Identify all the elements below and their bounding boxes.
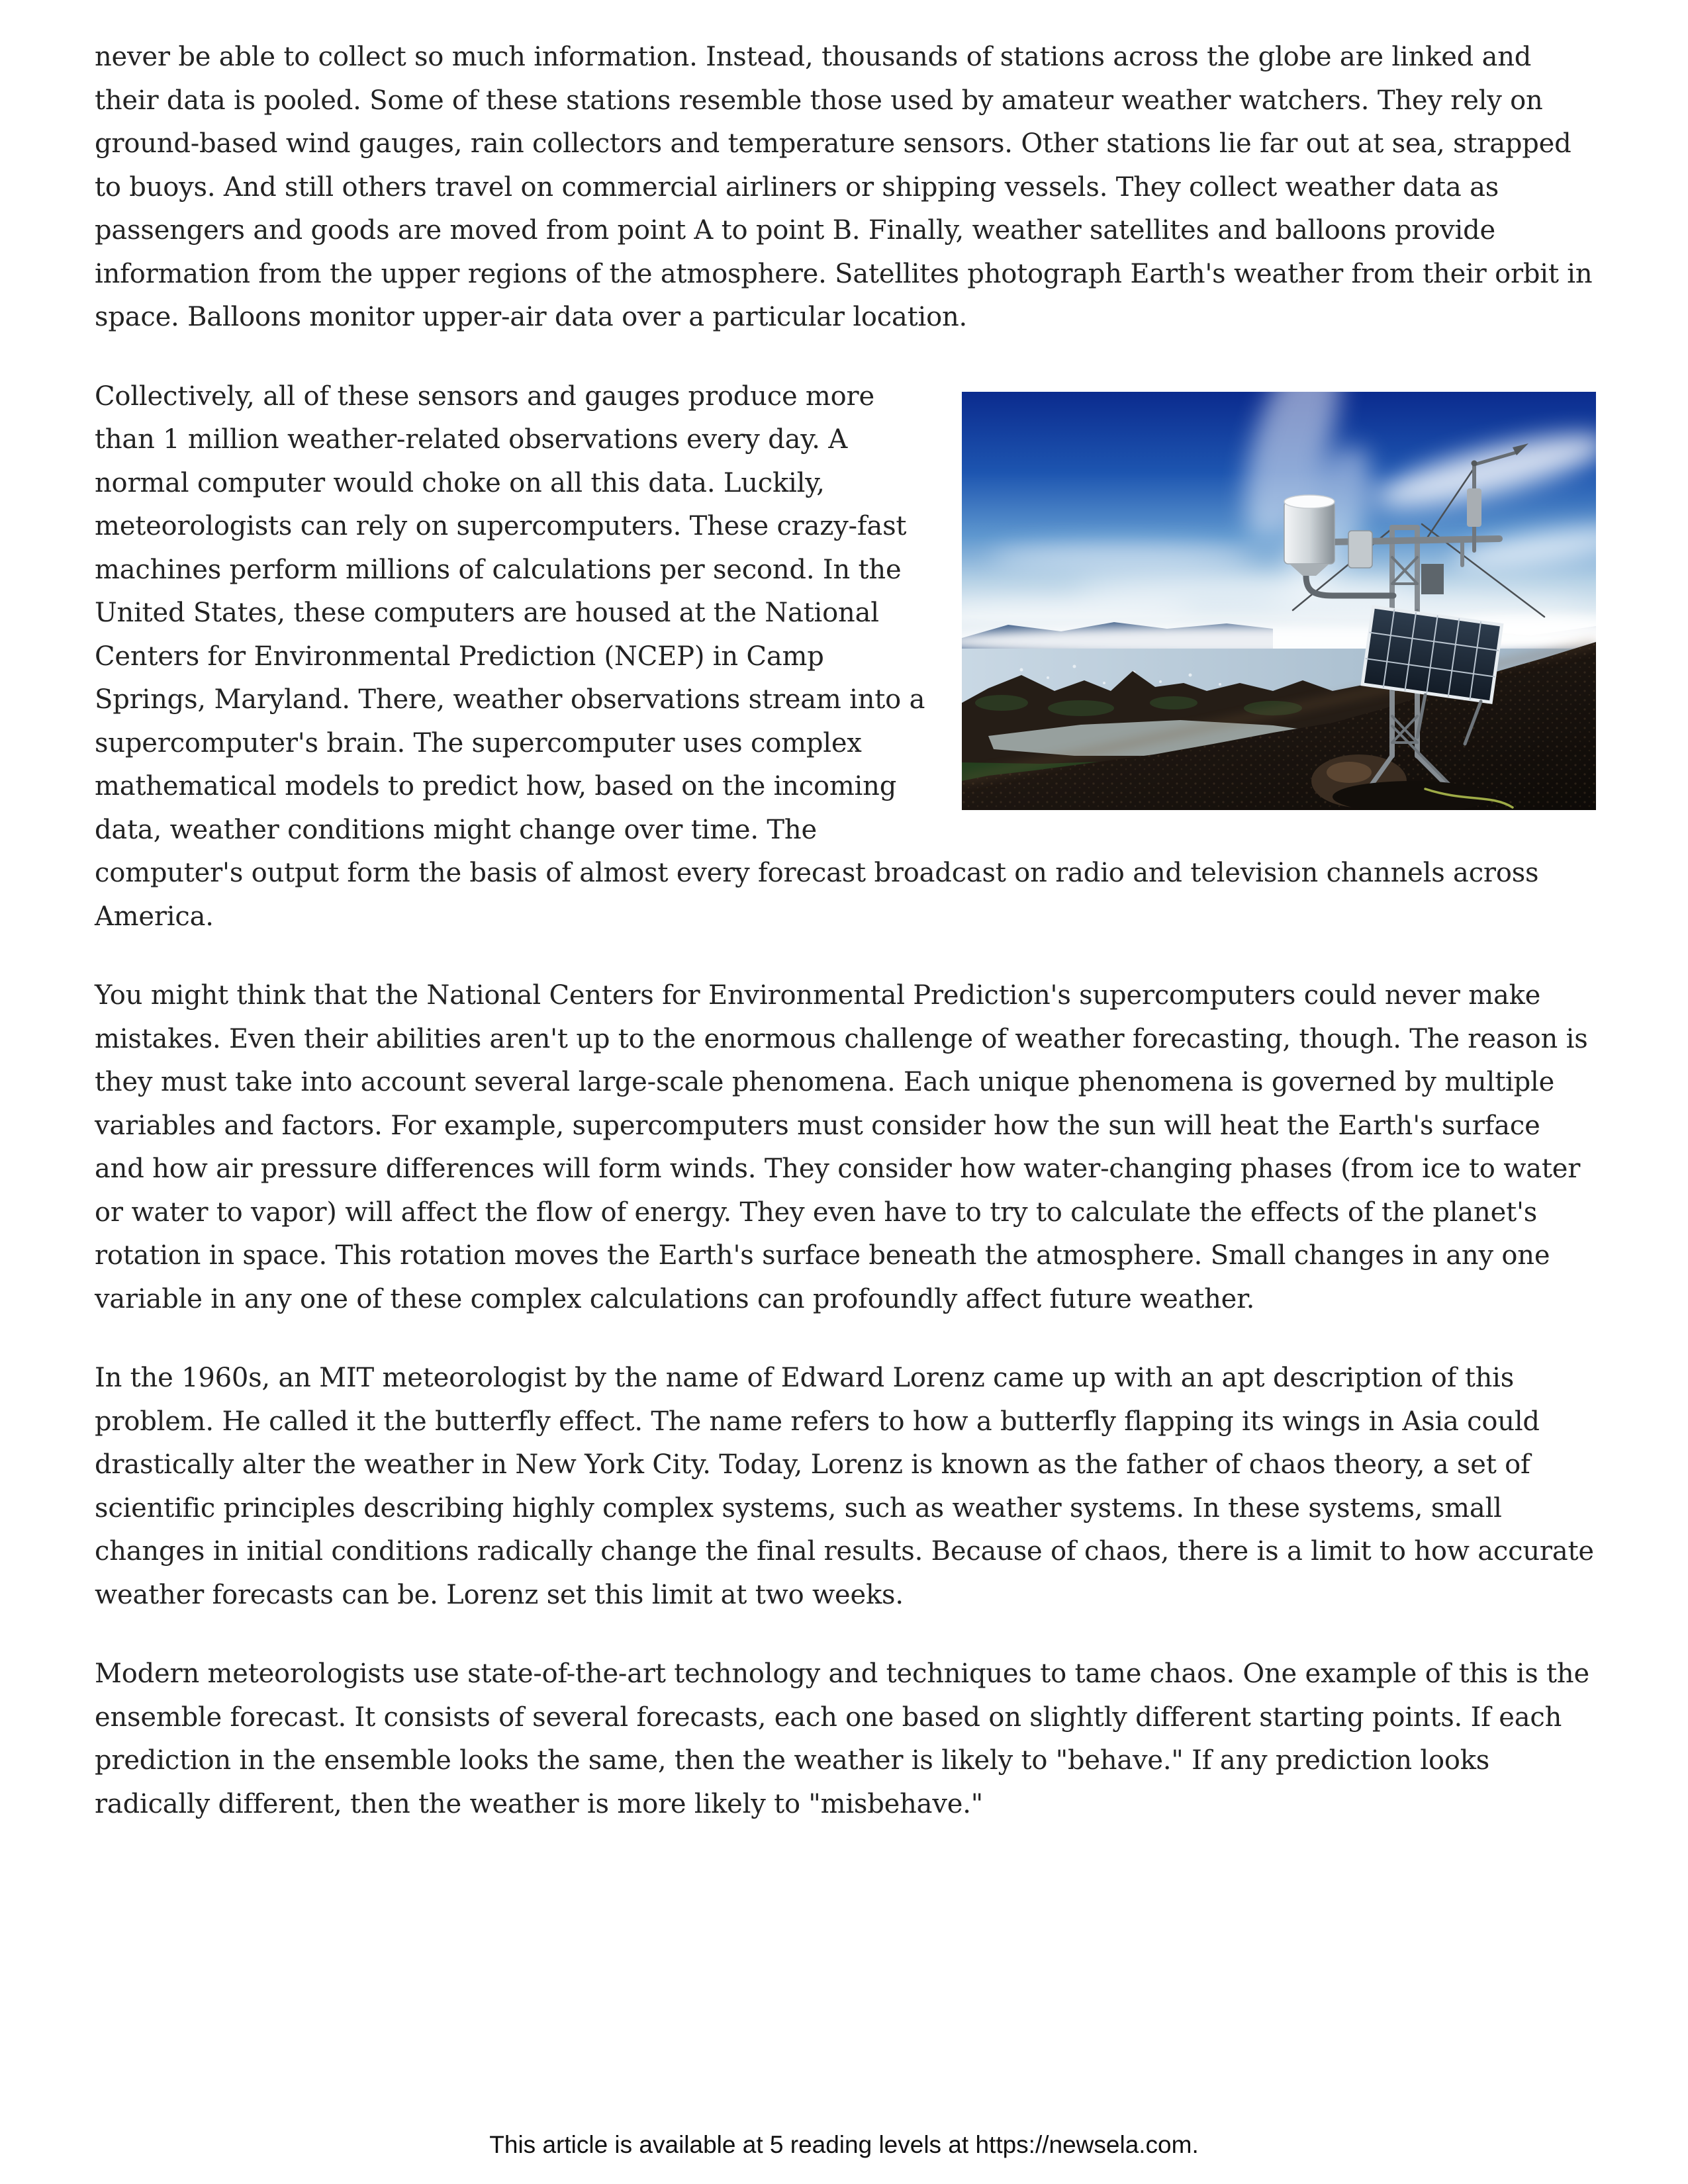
paragraph-4: In the 1960s, an MIT meteorologist by the name of Edward Lorenz came up with an apt description of this problem. He called it the butterfly effect. The name refers to how a butterfly flapping its wings in Asia could drastically alter the weather in New York City. Today, Lorenz is known as the father of chaos theory, a set of scientific principles describing highly complex systems, such as weather systems. In these systems, small changes in initial conditions radically change the final results. Because of chaos, there is a limit to how accurate weather forecasts can be. Lorenz set this limit at two weeks. — [95, 1363, 1594, 1610]
vane-pivot — [1472, 460, 1477, 466]
paragraph-2: Collectively, all of these sensors and gauges produce more than 1 million weather-related observations every day. A normal computer would choke on all this data. Luckily, meteorologists can rely on supercomputers. These crazy-fast machines perform millions of calculations per second. In the United States, these computers are housed at the National Centers for Environmental Prediction (NCEP) in Camp Springs, Maryland. There, weather observations stream into a supercomputer's brain. The supercomputer uses complex mathematical models to predict how, based on the incoming data, weather conditions might change over time. The computer's output form the basis of almost every forecast broadcast on radio and television channels across America. — [95, 381, 1539, 932]
solar-panel — [1362, 606, 1502, 702]
rain-gauge — [1284, 502, 1335, 564]
boulder-highlight — [1327, 762, 1372, 783]
paragraph-1: never be able to collect so much information. Instead, thousands of stations across the globe are linked and their data is pooled. Some of these stations resemble those used by amateur weather watchers. They rely on ground-based wind gauges, rain collectors and temperature sensors. Other stations lie far out at sea, strapped to buoys. And still others travel on commercial airliners or shipping vessels. They collect weather data as passengers and goods are moved from point A to point B. Finally, weather satellites and balloons provide information from the upper regions of the atmosphere. Satellites photograph Earth's weather from their orbit in space. Balloons monitor upper-air data over a particular location. — [95, 42, 1593, 332]
paragraph-2-block — [95, 375, 1596, 939]
sensor-cylinder — [1348, 531, 1372, 568]
anemometer-body — [1467, 488, 1481, 527]
junction-box — [1421, 564, 1444, 594]
paragraph-5: Modern meteorologists use state-of-the-art technology and techniques to tame chaos. One example of this is the ensemble forecast. It consists of several forecasts, each one based on slightly different starting points. If each prediction in the ensemble looks the same, then the weather is likely to "behave." If any prediction looks radically different, then the weather is more likely to "misbehave." — [95, 1659, 1589, 1819]
page-footer: This article is available at 5 reading levels at https://newsela.com. — [489, 2131, 1199, 2158]
rain-gauge-top — [1284, 495, 1335, 508]
weather-station-photo — [962, 392, 1596, 810]
weather-station-illustration — [962, 392, 1596, 810]
article-body — [95, 36, 1596, 1862]
paragraph-3: You might think that the National Centers for Environmental Prediction's supercomputers could never make mistakes. Even their abilities aren't up to the enormous challenge of weather forecasting, though. The reason is they must take into account several large-scale phenomena. Each unique phenomena is governed by multiple variables and factors. For example, supercomputers must consider how the sun will heat the Earth's surface and how air pressure differences will form winds. They consider how water-changing phases (from ice to water or water to vapor) will affect the flow of energy. They even have to try to calculate the effects of the planet's rotation in space. This rotation moves the Earth's surface beneath the atmosphere. Small changes in any one variable in any one of these complex calculations can profoundly affect future weather. — [95, 980, 1588, 1314]
